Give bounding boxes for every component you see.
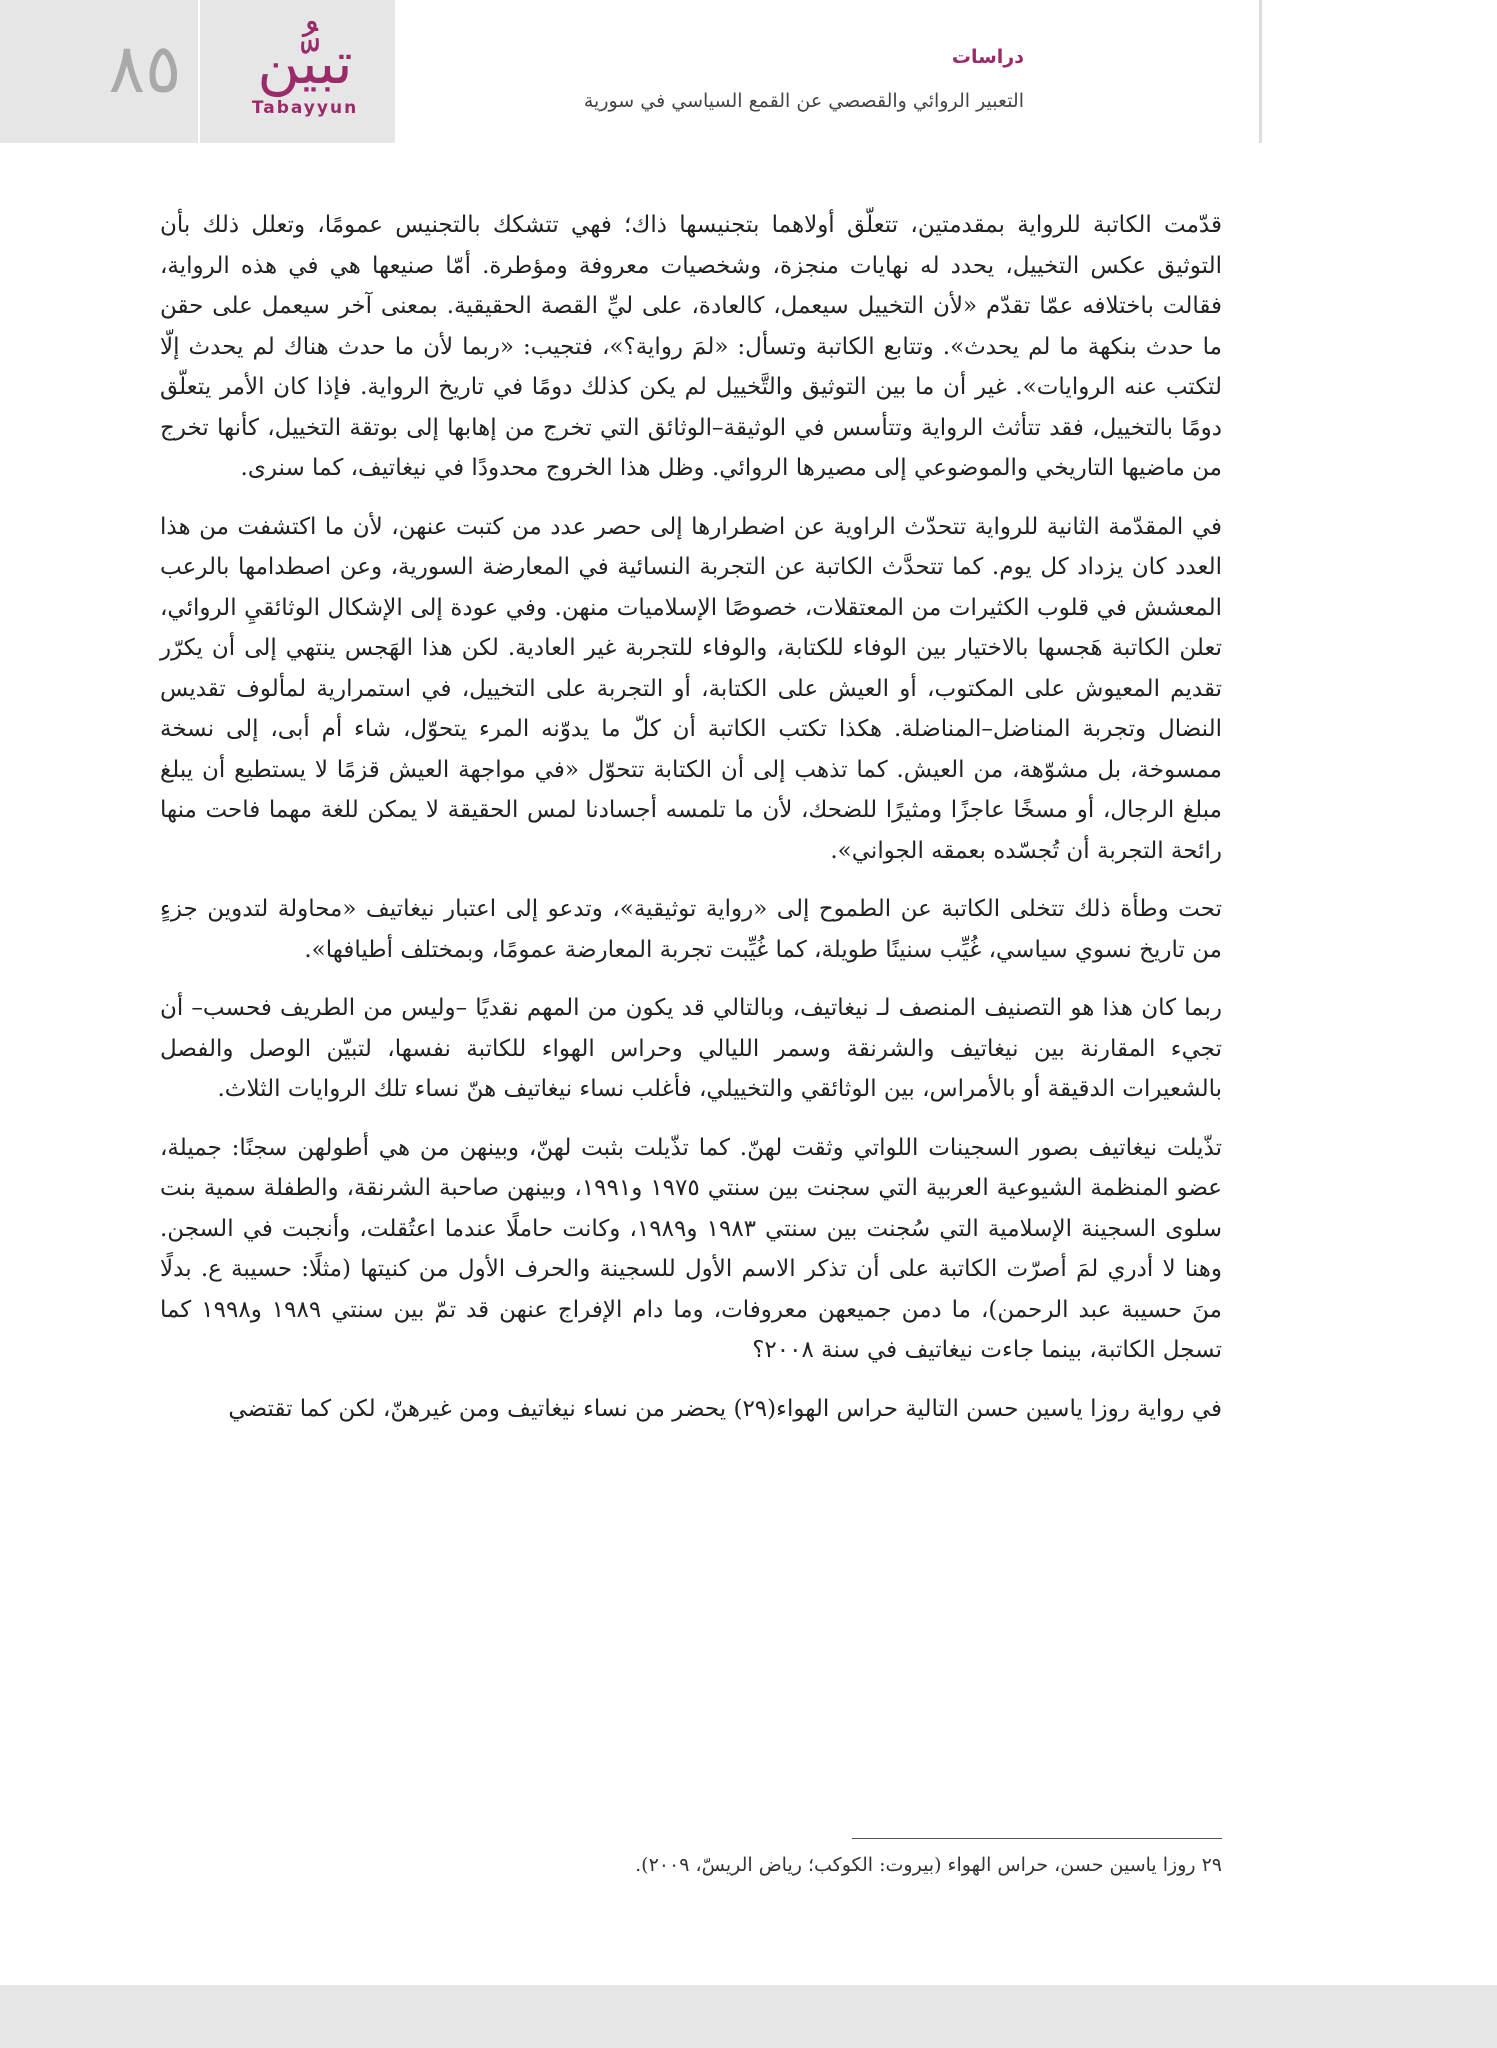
running-title: التعبير الروائي والقصصي عن القمع السياسي في سورية [583,90,1024,112]
paragraph-4: ربما كان هذا هو التصنيف المنصف لـ نيغاتيف، وبالتالي قد يكون من المهم نقديًا –وليس من الطريف فحسب– أن تجيء المقارنة بين نيغاتيف والشرنقة وسمر الليالي وحراس الهواء للكاتبة نفسها، لتبيّن الوصل والفصل بالشعيرات الدقيقة أو بالأمراس، بين الوثائقي والتخييلي، فأغلب نساء نيغاتيف هنّ نساء تلك الروايات الثلاث. [160,995,1222,1102]
header-border [1259,0,1262,143]
footnote-29: ٢٩ روزا ياسين حسن، حراس الهواء (بيروت: الكوكب؛ رياض الريسّ، ٢٠٠٩). [635,1854,1222,1876]
paragraph-1: قدّمت الكاتبة للرواية بمقدمتين، تتعلّق أولاهما بتجنيسها ذاك؛ فهي تتشكك بالتجنيس عمومًا، وتعلل ذلك بأن التوثيق عكس التخييل، يحدد له نهايات منجزة، وشخصيات معروفة ومؤطرة. أمّا صنيعها هي في هذه الرواية، فقالت باختلافه عمّا تقدّم «لأن التخييل سيعمل، كالعادة، على ليِّ القصة الحقيقية. بمعنى آخر سيعمل على حقن ما حدث بنكهة ما لم يحدث». وتتابع الكاتبة وتسأل: «لمَ رواية؟»، فتجيب: «ربما لأن ما حدث هناك لم يحدث إلّا لتكتب عنه الروايات». غير أن ما بين التوثيق والتَّخييل لم يكن كذلك دومًا في تاريخ الرواية. فإذا كان الأمر يتعلّق دومًا بالتخييل، فقد تتأثث الرواية وتتأسس في الوثيقة–الوثائق التي تخرج من إهابها إلى بوتقة التخييل، كأنها تخرج من ماضيها التاريخي والموضوعي إلى مصيرها الروائي. وظل هذا الخروج محدودًا في نيغاتيف، كما سنرى. [160,212,1222,481]
page-header [0,0,1262,143]
paragraph-5: تذّيلت نيغاتيف بصور السجينات اللواتي وثقت لهنّ. كما تذّيلت بثبت لهنّ، وبينهن من هي أطولهن سجنًا: جميلة، عضو المنظمة الشيوعية العربية التي سجنت بين سنتي ١٩٧٥ و١٩٩١، وبينهن صاحبة الشرنقة، والطفلة سمية بنت سلوى السجينة الإسلامية التي سُجنت بين سنتي ١٩٨٣ و١٩٨٩، وكانت حاملًا عندما اعتُقلت، وأنجبت في السجن. وهنا لا أدري لمَ أصرّت الكاتبة على أن تذكر الاسم الأول للسجينة والحرف الأول من كنيتها (مثلًا: حسيبة ع. بدلًا منَ حسيبة عبد الرحمن)، ما دمن جميعهن معروفات، وما دام الإفراج عنهن قد تمّ بين سنتي ١٩٨٩ و١٩٩٨ كما تسجل الكاتبة، بينما جاءت نيغاتيف في سنة ٢٠٠٨؟ [160,1134,1223,1363]
article-body [160,205,1222,1447]
paragraph-6: في رواية روزا ياسين حسن التالية حراس الهواء(٢٩) يحضر من نساء نيغاتيف ومن غيرهنّ، لكن كما تقتضي [228,1395,1222,1422]
footnote-divider [852,1838,1222,1839]
logo-english: Tabayyun [251,98,359,118]
logo-arabic: تبيُّن [257,29,353,97]
page-number: ٨٥ [108,30,182,109]
section-label: دراسات [951,46,1024,68]
bottom-band [0,1985,1497,2048]
header-separator [198,0,200,143]
paragraph-2: في المقدّمة الثانية للرواية تتحدّث الراوية عن اضطرارها إلى حصر عدد من كتبت عنهن، لأن ما اكتشفت من هذا العدد كان يزداد كل يوم. كما تتحدَّث الكاتبة عن التجربة النسائية في المعارضة السورية، وعن اصطدامها بالرعب المعشش في قلوب الكثيرات من المعتقلات، خصوصًا الإسلاميات منهن. وفي عودة إلى الإشكال الوثائقيِ الروائي، تعلن الكاتبة هَجسها بالاختيار بين الوفاء للكتابة، والوفاء للتجربة غير العادية. لكن هذا الهَجس ينتهي إلى أن يكرّر تقديم المعيوش على المكتوب، أو العيش على الكتابة، أو التجربة على التخييل، في استمرارية لمألوف تقديس النضال وتجربة المناضل–المناضلة. هكذا تكتب الكاتبة أن كلّ ما يدوّنه المرء يتحوّل، شاء أم أبى، إلى نسخة ممسوخة، بل مشوّهة، من العيش. كما تذهب إلى أن الكتابة تتحوّل «في مواجهة العيش قزمًا لا يستطيع أن يبلغ مبلغ الرجال، أو مسخًا عاجزًا ومثيرًا للضحك، لأن ما تلمسه أجسادنا لمس الحقيقة لا يمكن للغة مهما فاحت منها رائحة التجربة أن تُجسّده بعمقه الجواني». [160,513,1222,864]
journal-logo [215,28,395,128]
paragraph-3: تحت وطأة ذلك تتخلى الكاتبة عن الطموح إلى «رواية توثيقية»، وتدعو إلى اعتبار نيغاتيف «محاولة لتدوين جزءٍ من تاريخ نسوي سياسي، غُيِّب سنينًا طويلة، كما غُيِّبت تجربة المعارضة عمومًا، وبمختلف أطيافها». [160,896,1222,963]
